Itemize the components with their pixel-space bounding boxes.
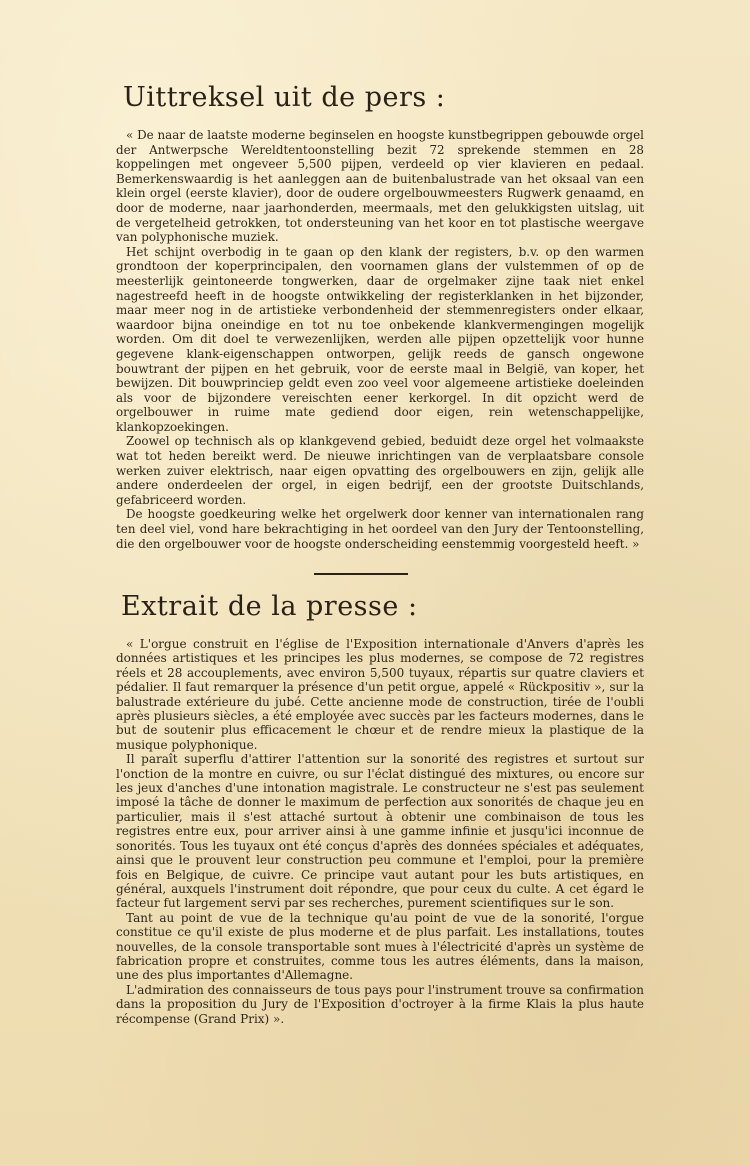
french-paragraph-4: L'admiration des connaisseurs de tous pays pour l'instrument trouve sa confirmation dans la proposition du Jury de l'Exposition d'octroyer à la firme Klais la plus haute récompense (Grand Prix) ». bbox=[116, 982, 644, 1026]
french-section-body bbox=[116, 637, 644, 1026]
dutch-paragraph-1: « De naar de laatste moderne beginselen en hoogste kunstbegrippen gebouwde orgel der Antwerpsche Wereldtentoonstelling bezit 72 sprekende stemmen en 28 koppelingen met ongeveer 5,500 pijpen, verdeeld op vier klavieren en pedaal. Bemerkenswaardig is het aanleggen aan de buitenbalustrade van het oksaal van een klein orgel (eerste klavier), door de oudere orgelbouwmeesters Rugwerk genaamd, en door de moderne, naar jaarhonderden, meermaals, met den gelukkigsten uitslag, uit de vergetelheid getrokken, tot ondersteuning van het koor en tot plastische weergave van polyphonische muziek. bbox=[116, 128, 644, 245]
dutch-paragraph-2: Het schijnt overbodig in te gaan op den klank der registers, b.v. op den warmen grondtoon der koperprincipalen, den voornamen glans der vulstemmen of op de meesterlijk geintoneerde tongwerken, daar de orgelmaker zijne taak niet enkel nagestreefd heeft in de hoogste ontwikkeling der registerklanken in het bijzonder, maar meer nog in de artistieke verbondenheid der stemmenregisters onder elkaar, waardoor bijna oneindige en tot nu toe onbekende klankvermengingen mogelijk worden. Om dit doel te verwezenlijken, werden alle pijpen opzettelijk voor hunne gegevene klank-eigenschappen ontworpen, gelijk reeds de gansch ongewone bouwtrant der pijpen en het gebruik, voor de eerste maal in België, van koper, het bewijzen. Dit bouwprinciep geldt even zoo veel voor algemeene artistieke doeleinden als voor de bijzondere vereischten eener kerkorgel. In dit opzicht werd de orgelbouwer in ruime mate gediend door eigen, rein wetenschappelijke, klankopzoekingen. bbox=[116, 244, 644, 434]
section-divider bbox=[314, 573, 408, 575]
french-paragraph-2: Il paraît superflu d'attirer l'attention sur la sonorité des registres et surtout sur l'onction de la montre en cuivre, ou sur l'éclat distingué des mixtures, ou encore sur les jeux d'anches d'une intonation magistrale. Le constructeur ne s'est pas seulement imposé la tâche de donner le maximum de perfection aux sonorités de chaque jeu en particulier, mais il s'est attaché surtout à obtenir une combinaison de tous les registres entre eux, pour arriver ainsi à une gamme infinie et jusqu'ici inconnue de sonorités. Tous les tuyaux ont été conçus d'après des données spéciales et adéquates, ainsi que le prouvent leur construction peu commune et l'emploi, pour la première fois en Belgique, de cuivre. Ce principe vaut autant pour les buts artistiques, en général, auxquels l'instrument doit répondre, que pour ceux du culte. A cet égard le facteur fut largement servi par ses recherches, purement scientifiques sur le son. bbox=[116, 752, 644, 911]
dutch-section-body bbox=[116, 128, 644, 551]
french-paragraph-3: Tant au point de vue de la technique qu'au point de vue de la sonorité, l'orgue constitue ce qu'il existe de plus moderne et de plus parfait. Les installations, toutes nouvelles, de la console transportable sont mues à l'électricité d'après un système de fabrication propre et construites, comme tous les autres éléments, dans la maison, une des plus importantes d'Allemagne. bbox=[116, 910, 644, 983]
dutch-paragraph-3: Zoowel op technisch als op klankgevend gebied, beduidt deze orgel het volmaakste wat tot heden bereikt werd. De nieuwe inrichtingen van de verplaatsbare console werken zuiver elektrisch, naar eigen opvatting des orgelbouwers en zijn, gelijk alle andere onderdeelen der orgel, in eigen bedrijf, een der grootste Duitschlands, gefabriceerd worden. bbox=[116, 434, 644, 507]
dutch-paragraph-4: De hoogste goedkeuring welke het orgelwerk door kenner van internationalen rang ten deel viel, vond hare bekrachtiging in het oordeel van den Jury der Tentoonstelling, die den orgelbouwer voor de hoogste onderscheiding eenstemmig voorgesteld heeft. » bbox=[116, 507, 644, 551]
french-paragraph-1: « L'orgue construit en l'église de l'Exposition internationale d'Anvers d'après les données artistiques et les principes les plus modernes, se compose de 72 registres réels et 28 accouplements, avec environ 5,500 tuyaux, répartis sur quatre claviers et pédalier. Il faut remarquer la présence d'un petit orgue, appelé « Rückpositiv », sur la balustrade extérieure du jubé. Cette ancienne mode de construction, tirée de l'oubli après plusieurs siècles, a été employée avec succès par les facteurs modernes, dans le but de soutenir plus efficacement le chœur et de rendre mieux la plastique de la musique polyphonique. bbox=[116, 637, 644, 752]
french-section-heading: Extrait de la presse : bbox=[121, 591, 418, 622]
dutch-section-heading: Uittreksel uit de pers : bbox=[123, 82, 446, 113]
